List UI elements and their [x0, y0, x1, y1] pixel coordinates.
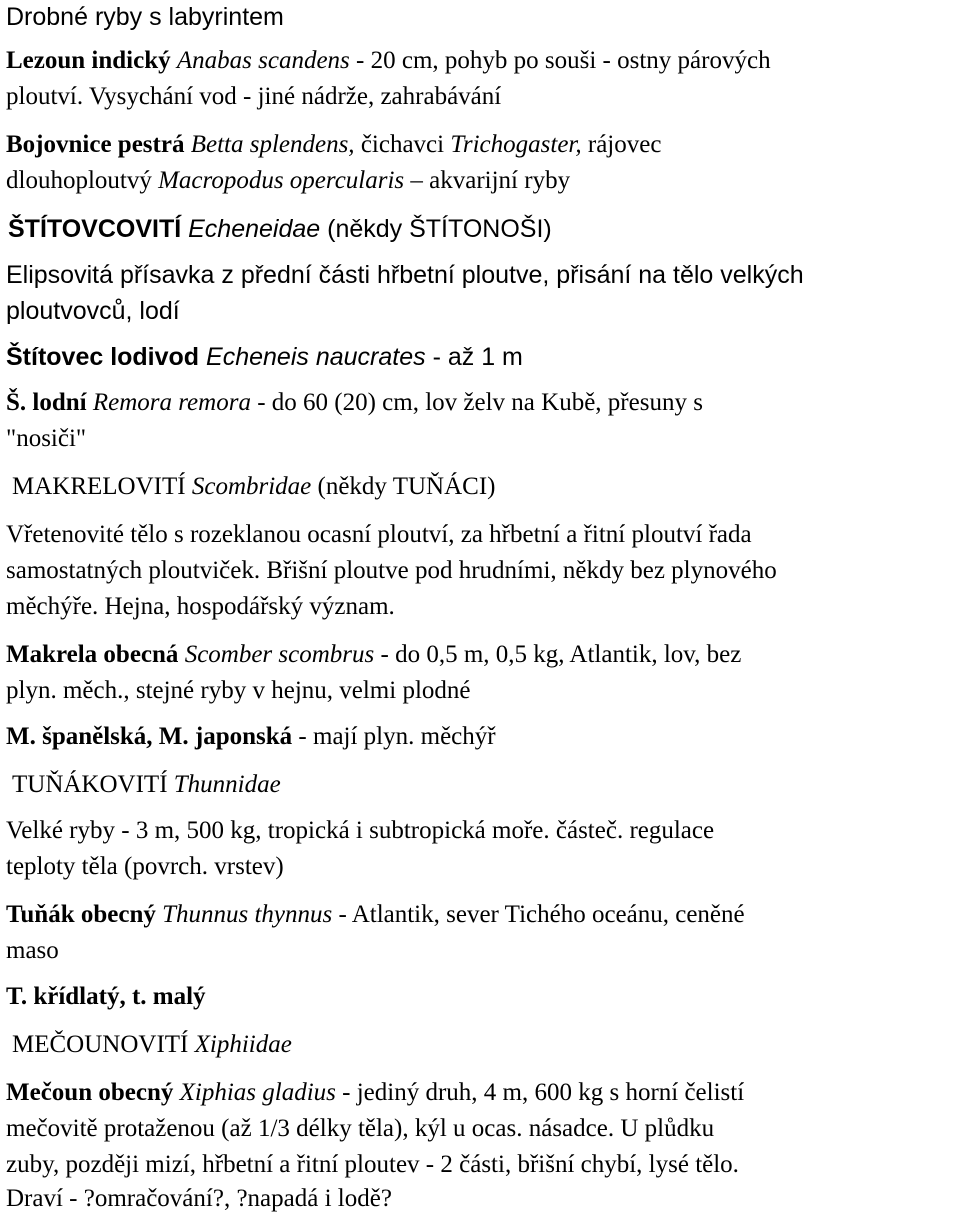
entry-text: - Atlantik, sever Tichého oceánu, ceněné	[332, 901, 745, 928]
family-mecounoviti	[12, 1028, 292, 1062]
latin-name: Thunnidae	[173, 771, 281, 798]
entry-lezoun	[6, 44, 771, 78]
entry-text: (někdy TUŇÁCI)	[311, 473, 496, 500]
latin-name: Xiphias gladius	[179, 1079, 336, 1106]
makrel-desc-line1: Vřetenovité tělo s rozeklanou ocasní ploutví, za hřbetní a řitní ploutví řada	[6, 521, 752, 548]
tunak-desc-line1: Velké ryby - 3 m, 500 kg, tropická i subtropická moře. částeč. regulace	[6, 817, 715, 844]
latin-name: Remora remora	[92, 389, 251, 416]
species-name: Mečoun obecný	[6, 1079, 174, 1106]
entry-text: - mají plyn. měchýř	[292, 723, 496, 750]
entry-text: - až 1 m	[425, 343, 523, 371]
entry-text: - jediný druh, 4 m, 600 kg s horní čelistí	[335, 1079, 745, 1106]
family-stitovcoviti	[8, 212, 552, 246]
document-title: Drobné ryby s labyrintem	[6, 3, 284, 31]
entry-tunak-line2: maso	[6, 937, 59, 964]
entry-mecoun-line3: zuby, později mizí, hřbetní a řitní ploutev - 2 části, břišní chybí, lysé tělo.	[6, 1151, 739, 1178]
family-name: MAKRELOVITÍ	[12, 473, 186, 500]
family-name: TUŇÁKOVITÍ	[12, 771, 168, 798]
latin-name: Scombridae	[191, 473, 312, 500]
entry-bojovnice-line2	[6, 164, 570, 198]
species-name: Š. lodní	[6, 389, 87, 416]
entry-mecoun-line2: mečovitě protaženou (až 1/3 délky těla), kýl u ocas. násadce. U plůdku	[6, 1115, 715, 1142]
entry-text: - do 0,5 m, 0,5 kg, Atlantik, lov, bez	[374, 641, 742, 668]
entry-makrela-line2: plyn. měch., stejné ryby v hejnu, velmi plodné	[6, 677, 471, 704]
species-name: T. křídlatý, t. malý	[6, 983, 206, 1010]
makrel-desc-line2: samostatných ploutviček. Břišní ploutve pod hrudními, někdy bez plynového	[6, 557, 777, 584]
entry-mecoun-line4: Draví - ?omračování?, ?napadá i lodě?	[6, 1185, 392, 1212]
entry-s-lodni	[6, 386, 703, 420]
latin-name: Anabas scandens	[176, 47, 350, 74]
latin-name: Scomber scombrus	[184, 641, 375, 668]
latin-name: Trichogaster,	[450, 131, 582, 158]
species-name: Makrela obecná	[6, 641, 179, 668]
family-name: ŠTÍTOVCOVITÍ	[8, 215, 182, 243]
entry-makrela	[6, 638, 741, 672]
family-name: MEČOUNOVITÍ	[12, 1031, 189, 1058]
entry-text: – akvarijní ryby	[404, 167, 571, 194]
latin-name: Thunnus thynnus	[162, 901, 333, 928]
entry-stitovec	[6, 340, 523, 374]
family-makrelovitii	[12, 470, 496, 504]
entry-text: rájovec	[581, 131, 662, 158]
entry-t-kridlaty	[6, 980, 206, 1014]
entry-text: čichavci	[354, 131, 451, 158]
entry-bojovnice	[6, 128, 661, 162]
entry-lezoun-line2: ploutví. Vysychání vod - jiné nádrže, zahrabávání	[6, 83, 502, 110]
latin-name: Xiphiidae	[194, 1031, 292, 1058]
makrel-desc-line3: měchýře. Hejna, hospodářský význam.	[6, 593, 395, 620]
species-name: Tuňák obecný	[6, 901, 156, 928]
entry-text: - do 60 (20) cm, lov želv na Kubě, přesuny s	[250, 389, 703, 416]
latin-name: Echeneis naucrates	[206, 343, 426, 371]
entry-text: dlouhoploutvý	[6, 167, 159, 194]
entry-mecoun	[6, 1076, 744, 1110]
species-name: Štítovec lodivod	[6, 343, 200, 371]
species-name: Lezoun indický	[6, 47, 171, 74]
latin-name: Macropodus opercularis	[158, 167, 405, 194]
latin-name: Betta splendens,	[190, 131, 355, 158]
stitovcoviti-desc-line1: Elipsovitá přísavka z přední části hřbetní ploutve, přisání na tělo velkých	[6, 261, 804, 289]
tunak-desc-line2: teploty těla (povrch. vrstev)	[6, 853, 284, 880]
latin-name: Echeneidae	[188, 215, 321, 243]
species-name: M. španělská, M. japonská	[6, 723, 293, 750]
entry-text: - 20 cm, pohyb po souši - ostny párových	[349, 47, 771, 74]
entry-text: (někdy ŠTÍTONOŠI)	[320, 215, 552, 243]
family-tunakoviti	[12, 768, 281, 802]
stitovcoviti-desc-line2: ploutvovců, lodí	[6, 297, 180, 325]
entry-s-lodni-line2: "nosiči"	[6, 425, 87, 452]
entry-tunak	[6, 898, 745, 932]
species-name: Bojovnice pestrá	[6, 131, 185, 158]
entry-m-spanelska	[6, 720, 496, 754]
